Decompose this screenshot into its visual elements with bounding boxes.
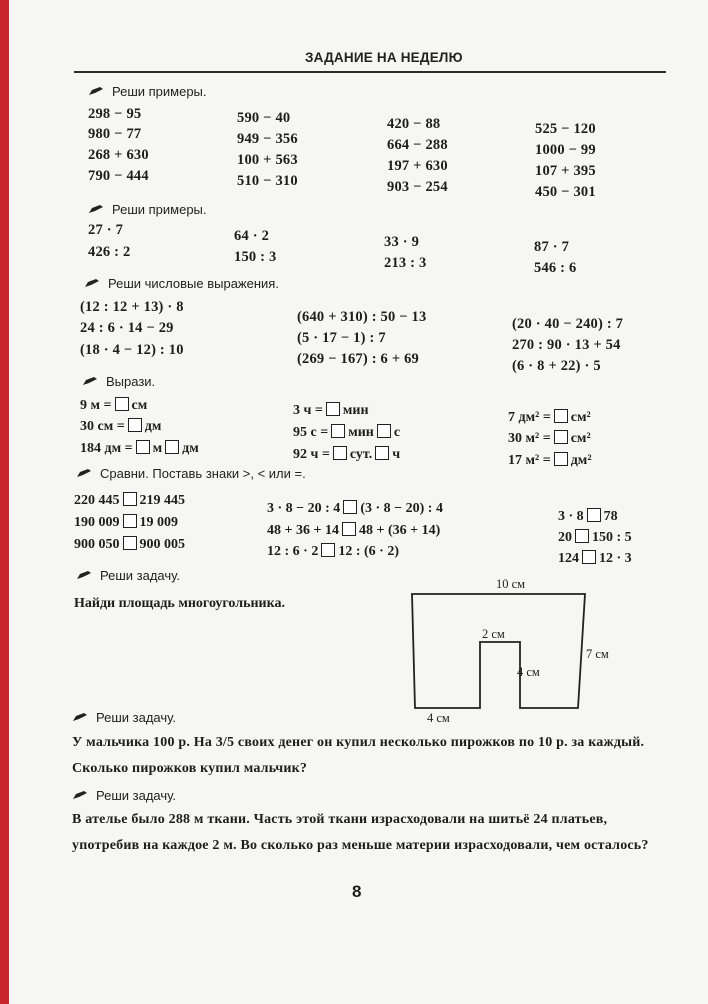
- compare-row: 124 12 · 3: [558, 551, 632, 566]
- compare-box[interactable]: [123, 514, 137, 528]
- expr: 426 : 2: [88, 244, 131, 260]
- expr: 980 − 77: [88, 126, 142, 142]
- expr: 270 : 90 · 13 + 54: [512, 337, 621, 353]
- expr: 510 − 310: [237, 173, 298, 189]
- answer-box[interactable]: [115, 397, 129, 411]
- expr: 100 + 563: [237, 152, 298, 168]
- pencil-icon: [76, 466, 92, 481]
- task-text: В ателье было 288 м ткани. Часть этой ткани израсходовали на шитьё 24 платьев, употребив на каждое 2 м. Во сколько раз меньше материи израсходовали, чем осталось?: [72, 812, 649, 853]
- pencil-icon: [84, 276, 100, 291]
- answer-box[interactable]: [377, 424, 391, 438]
- expr: 1000 − 99: [535, 142, 596, 158]
- label-right: 7 см: [586, 647, 609, 661]
- conversion-row: 7 дм² = см²: [508, 410, 591, 425]
- label-top: 10 см: [496, 577, 526, 591]
- section-title-4: Вырази.: [82, 374, 155, 389]
- expr: 525 − 120: [535, 121, 596, 137]
- compare-row: 12 : 6 · 2 12 : (6 · 2): [267, 544, 399, 559]
- expr: 24 : 6 · 14 − 29: [80, 320, 174, 336]
- expr: 64 · 2: [234, 228, 270, 244]
- task-text: У мальчика 100 р. На 3/5 своих денег он купил несколько пирожков по 10 р. за каждый. Сколько пирожков купил мальчик?: [72, 735, 645, 776]
- answer-box[interactable]: [136, 440, 150, 454]
- pencil-icon: [72, 788, 88, 803]
- expr: 420 − 88: [387, 116, 441, 132]
- expr: (5 · 17 − 1) : 7: [297, 330, 386, 346]
- answer-box[interactable]: [128, 418, 142, 432]
- expr: 450 − 301: [535, 184, 596, 200]
- expr: 949 − 356: [237, 131, 298, 147]
- expr: (6 · 8 + 22) · 5: [512, 358, 601, 374]
- answer-box[interactable]: [326, 402, 340, 416]
- pencil-icon: [76, 568, 92, 583]
- compare-row: 220 445 219 445: [74, 493, 185, 508]
- compare-row: 190 009 19 009: [74, 515, 178, 530]
- conversion-row: 3 ч = мин: [293, 403, 369, 418]
- page-header: ЗАДАНИЕ НА НЕДЕЛЮ: [305, 50, 463, 65]
- expr: 546 : 6: [534, 260, 577, 276]
- expr: (640 + 310) : 50 − 13: [297, 309, 427, 325]
- compare-row: 3 · 8 − 20 : 4 (3 · 8 − 20) : 4: [267, 501, 443, 516]
- expr: 213 : 3: [384, 255, 427, 271]
- expr: 107 + 395: [535, 163, 596, 179]
- compare-box[interactable]: [123, 492, 137, 506]
- expr: 268 + 630: [88, 147, 149, 163]
- expr: 197 + 630: [387, 158, 448, 174]
- expr: 790 − 444: [88, 168, 149, 184]
- task-text: Найди площадь многоугольника.: [74, 596, 285, 611]
- compare-box[interactable]: [582, 550, 596, 564]
- compare-box[interactable]: [321, 543, 335, 557]
- page-number: 8: [352, 882, 362, 901]
- expr: 27 · 7: [88, 222, 124, 238]
- answer-box[interactable]: [375, 446, 389, 460]
- expr: 150 : 3: [234, 249, 277, 265]
- answer-box[interactable]: [554, 430, 568, 444]
- section-title-6: Реши задачу.: [76, 568, 180, 583]
- label-inner-side: 4 см: [517, 665, 540, 679]
- pencil-icon: [72, 710, 88, 725]
- conversion-row: 17 м² = дм²: [508, 453, 592, 468]
- compare-row: 900 050 900 005: [74, 537, 185, 552]
- section-title-8: Реши задачу.: [72, 788, 176, 803]
- conversion-row: 95 с = мин с: [293, 425, 401, 440]
- conversion-row: 30 м² = см²: [508, 431, 591, 446]
- red-margin-bar: [0, 0, 9, 1004]
- compare-box[interactable]: [587, 508, 601, 522]
- conversion-row: 92 ч = сут. ч: [293, 447, 401, 462]
- conversion-row: 30 см = дм: [80, 419, 162, 434]
- polygon-shape: [412, 594, 585, 708]
- label-inner-top: 2 см: [482, 627, 505, 641]
- expr: 590 − 40: [237, 110, 291, 126]
- expr: (20 · 40 − 240) : 7: [512, 316, 624, 332]
- expr: 298 − 95: [88, 106, 142, 122]
- expr: 87 · 7: [534, 239, 570, 255]
- compare-box[interactable]: [343, 500, 357, 514]
- compare-row: 20 150 : 5: [558, 530, 632, 545]
- pencil-icon: [88, 84, 104, 99]
- section-title-7: Реши задачу.: [72, 710, 176, 725]
- conversion-row: 184 дм = м дм: [80, 441, 199, 456]
- expr: 33 · 9: [384, 234, 420, 250]
- answer-box[interactable]: [333, 446, 347, 460]
- label-bottom: 4 см: [427, 711, 450, 725]
- answer-box[interactable]: [554, 452, 568, 466]
- expr: (269 − 167) : 6 + 69: [297, 351, 420, 367]
- expr: (12 : 12 + 13) · 8: [80, 299, 184, 315]
- section-title-5: Сравни. Поставь знаки >, < или =.: [76, 466, 306, 481]
- compare-box[interactable]: [123, 536, 137, 550]
- compare-row: 48 + 36 + 14 48 + (36 + 14): [267, 523, 441, 538]
- compare-box[interactable]: [575, 529, 589, 543]
- compare-box[interactable]: [342, 522, 356, 536]
- polygon-figure: [400, 572, 630, 728]
- section-title-3: Реши числовые выражения.: [84, 276, 279, 291]
- answer-box[interactable]: [331, 424, 345, 438]
- answer-box[interactable]: [554, 409, 568, 423]
- expr: 903 − 254: [387, 179, 448, 195]
- pencil-icon: [82, 374, 98, 389]
- expr: (18 · 4 − 12) : 10: [80, 342, 184, 358]
- conversion-row: 9 м = см: [80, 398, 148, 413]
- compare-row: 3 · 8 78: [558, 509, 618, 524]
- expr: 664 − 288: [387, 137, 448, 153]
- section-title-1: Реши примеры.: [88, 84, 207, 99]
- header-rule: [74, 71, 666, 73]
- pencil-icon: [88, 202, 104, 217]
- section-title-2: Реши примеры.: [88, 202, 207, 217]
- answer-box[interactable]: [165, 440, 179, 454]
